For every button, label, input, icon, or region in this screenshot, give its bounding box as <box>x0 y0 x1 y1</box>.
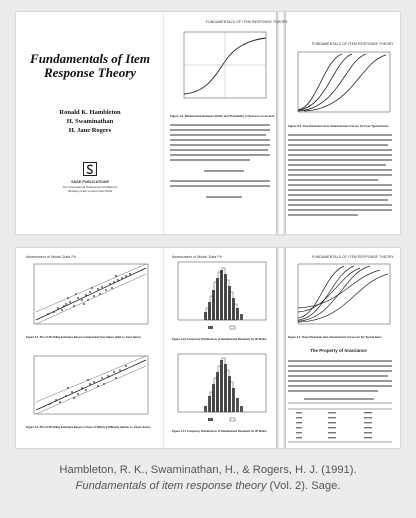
top-right-icc-figure <box>294 50 394 120</box>
citation-volume-publisher: (Vol. 2). Sage. <box>266 480 341 492</box>
bottom-left-page <box>16 248 164 448</box>
bottom-right-header: FUNDAMENTALS OF ITEM RESPONSE THEORY <box>312 255 394 259</box>
bottom-right-icc-figure <box>294 262 394 332</box>
book-cover-page <box>16 12 164 234</box>
author-2: H. Swaminathan <box>66 118 114 125</box>
publisher-cities: Newbury Park London New Delhi <box>67 189 113 193</box>
histogram-1 <box>174 260 270 334</box>
author-3: H. Jane Rogers <box>68 127 112 134</box>
top-left-caption: Figure 1.3. Relationship Between Ability and Probability of Success on an Item <box>170 114 275 118</box>
top-spread-spine <box>276 12 286 234</box>
bottom-mid-header: Assessment of Model-Data Fit <box>172 255 222 259</box>
scatter-plot-1 <box>28 262 152 332</box>
top-right-header: FUNDAMENTALS OF ITEM RESPONSE THEORY <box>312 42 394 46</box>
sage-logo-icon <box>83 162 97 176</box>
bottom-left-caption-1: Figure 4.5. Plot of 3P Ability Estimates Based on Equivalent Test Halves (Odd vs. Even Items) <box>26 336 141 339</box>
citation-line-1: Hambleton, R. K., Swaminathan, H., & Rogers, H. J. (1991). <box>59 464 357 476</box>
scatter-plot-2 <box>28 354 152 420</box>
bottom-right-caption: Figure 2.4. Three-Parameter Item Characteristic Curves for Six Typical Items <box>288 336 382 339</box>
top-left-header: FUNDAMENTALS OF ITEM RESPONSE THEORY <box>206 20 288 24</box>
publisher-line: The International Professional Publishers <box>62 185 118 189</box>
bottom-mid-caption-1: Figure 4.13. Frequency Distributions of Standardized Residuals for 3P Model <box>172 338 267 341</box>
bottom-right-table <box>288 402 392 444</box>
histogram-2 <box>174 352 270 426</box>
bottom-left-header: Assessment of Model-Data Fit <box>26 255 76 259</box>
publisher-name: SAGE PUBLICATIONS <box>71 180 109 184</box>
citation-line-2 <box>0 478 416 494</box>
bottom-left-caption-2: Figure 4.6. Plot of 3P Ability Estimates Based on Tests of Differing Difficulty (Harder vs. Easier Items) <box>26 426 151 429</box>
top-right-caption: Figure 2.3. One-Parameter Item Characteristic Curves for Four Typical Items <box>288 124 389 128</box>
bottom-right-section-title: The Property of Invariance <box>310 348 367 353</box>
top-spread-pages <box>164 12 400 234</box>
book-title: Fundamentals of Item Response Theory <box>30 51 150 80</box>
bottom-mid-caption-2: Figure 4.14. Frequency Distributions of Standardized Residuals for 3P Model <box>172 430 267 433</box>
book-authors <box>26 108 154 135</box>
top-left-curve-figure <box>178 30 270 110</box>
citation-title: Fundamentals of item response theory <box>75 480 267 492</box>
author-1: Ronald K. Hambleton <box>59 109 121 116</box>
bottom-spread-pages <box>164 248 400 448</box>
citation <box>0 462 416 494</box>
bottom-spread-spine <box>276 248 286 448</box>
